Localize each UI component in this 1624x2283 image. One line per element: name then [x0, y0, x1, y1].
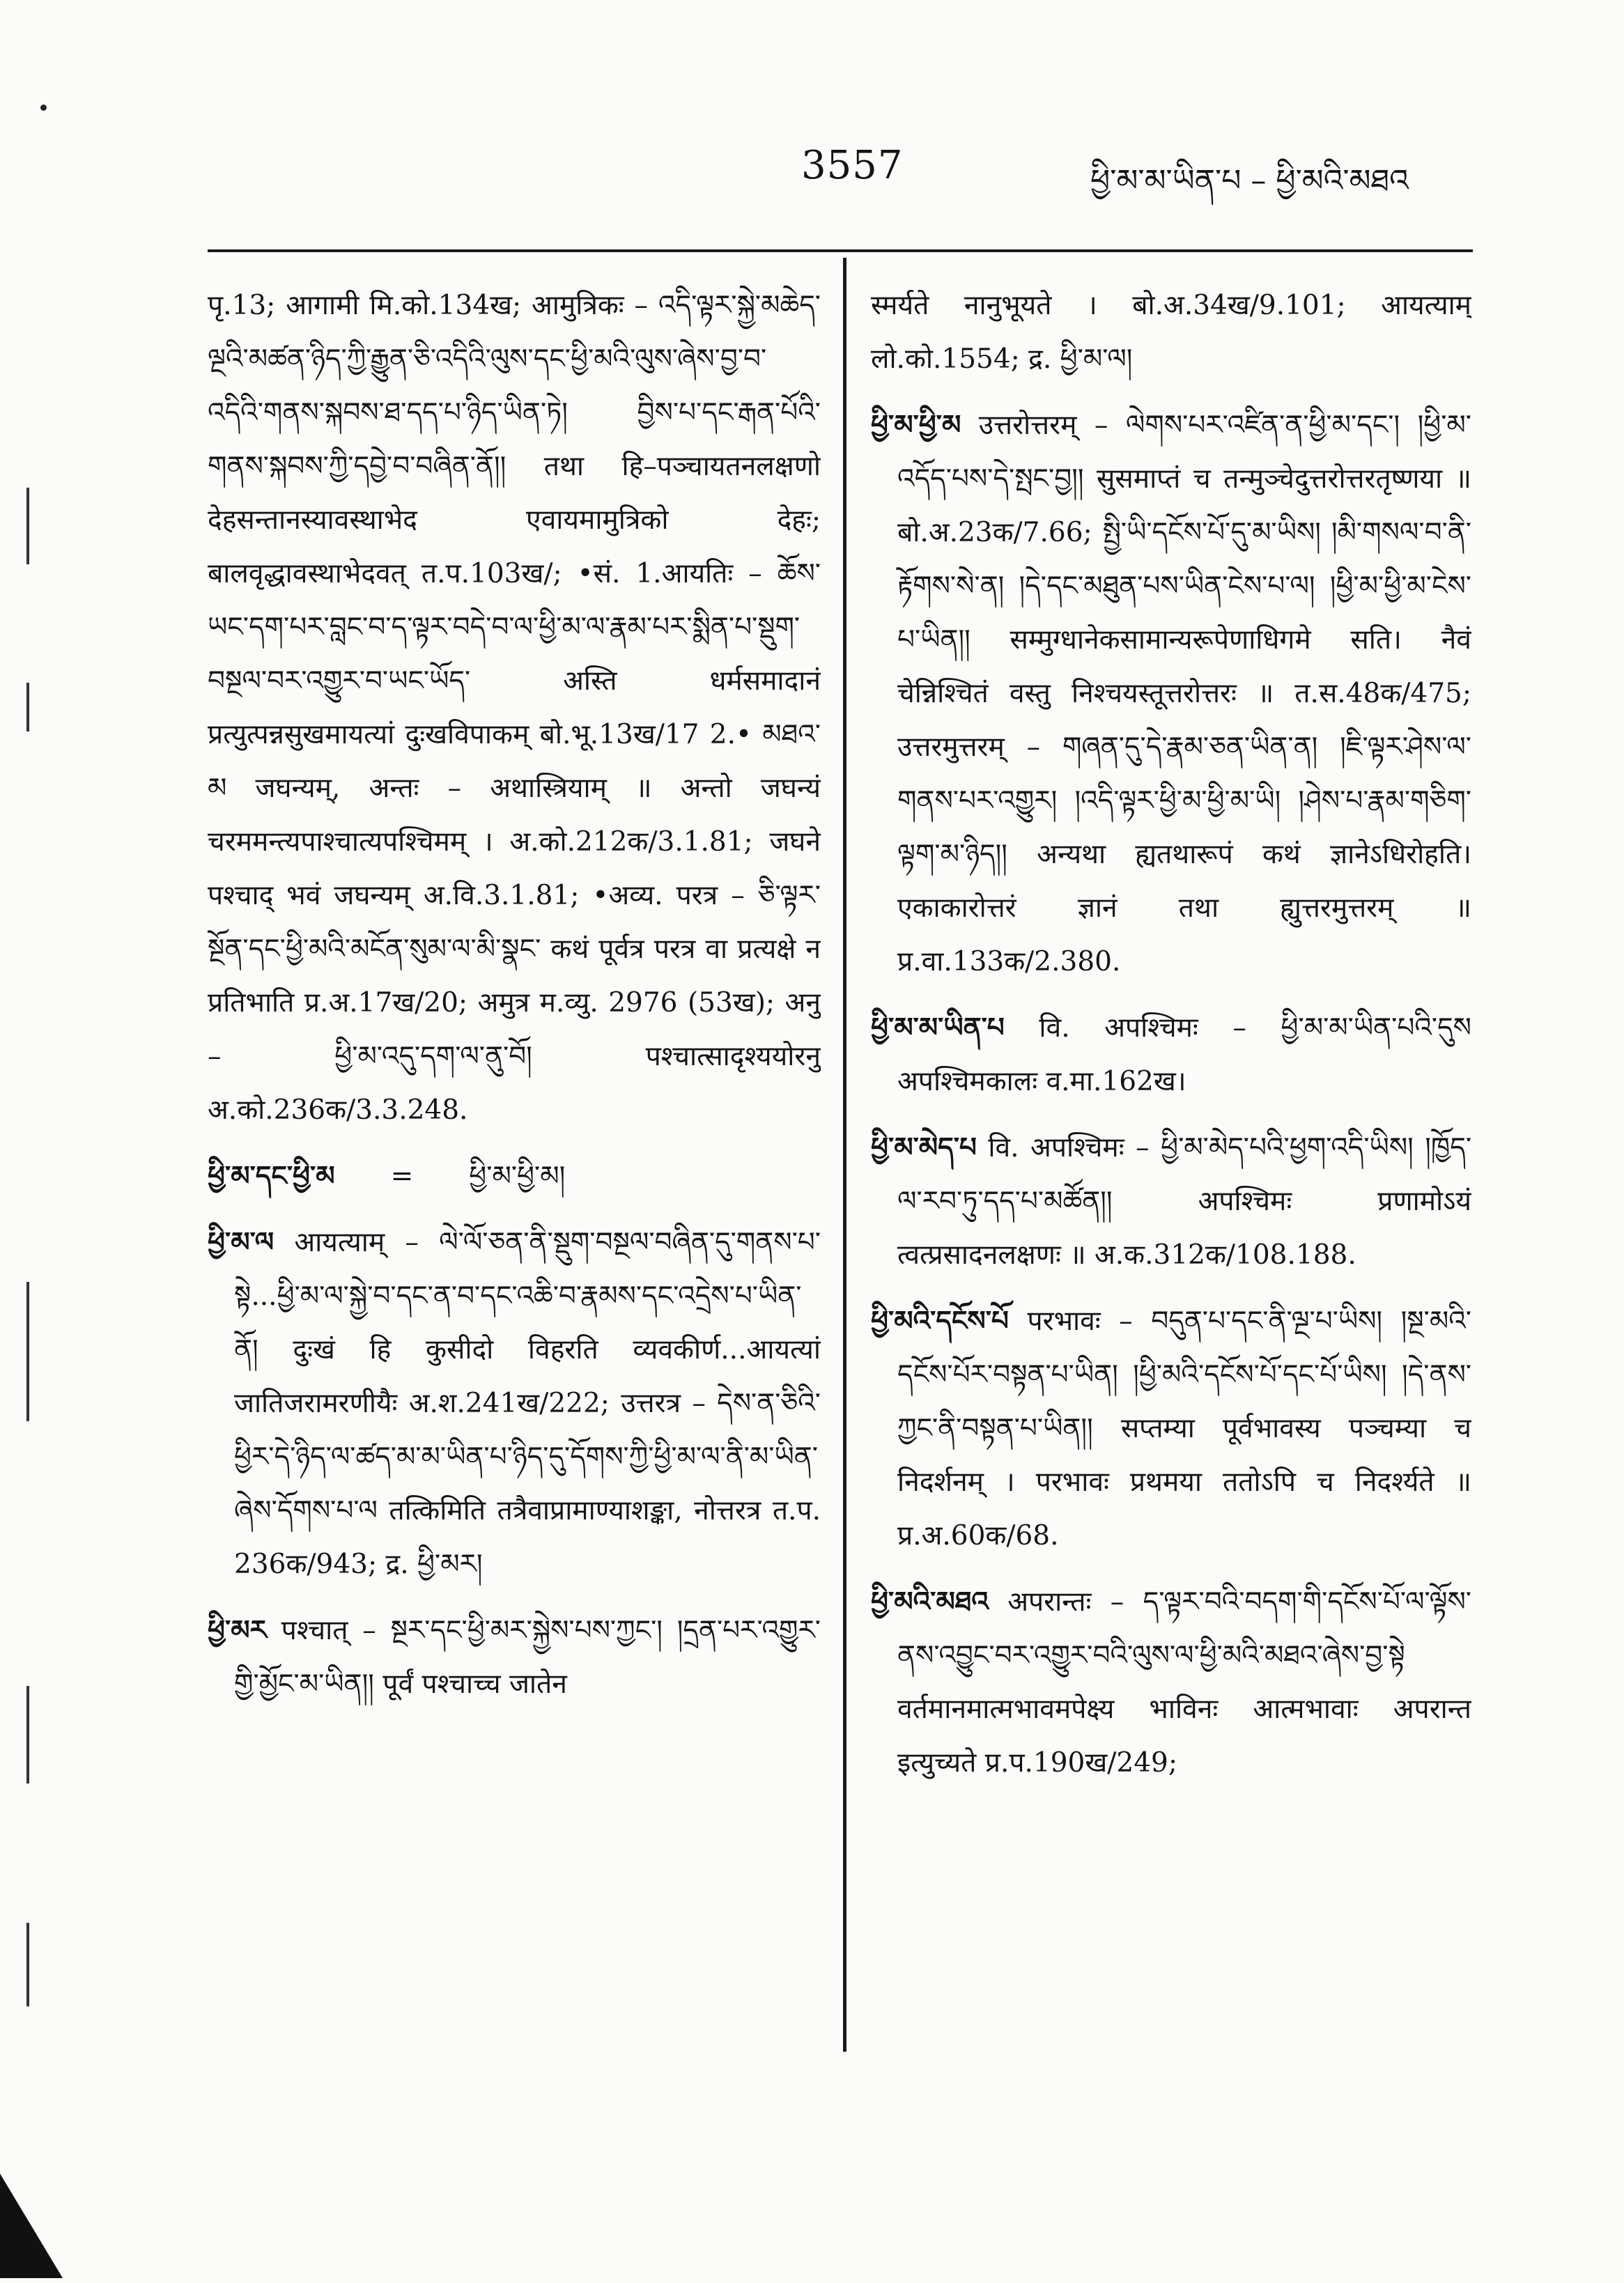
dictionary-entry: [871, 1575, 1471, 1790]
scan-edge-mark: [26, 488, 29, 564]
scan-dot: [40, 105, 47, 111]
entry-headword: ཕྱི་མའི་དངོས་པོ: [871, 1305, 1009, 1337]
entry-text: अपरान्तः – ད་ལྟར་བའི་བདག་གི་དངོས་པོ་ལ་ལྟོས་ནས་འབྱུང་བར་འགྱུར་བའི་ལུས་ལ་ཕྱི་མའི་མཐའ་ཞེས་བྱ་སྟེ वर्तमानमात्मभावमपेक्ष्य भाविनः आत्मभावाः अपरान्त इत्युच्यते प्र.प.190ख/249;: [897, 1586, 1471, 1779]
entry-headword: ཕྱི་མ་མེད་པ: [871, 1131, 977, 1163]
entry-headword: ཕྱི་མ་ཕྱི་མ: [871, 409, 961, 441]
dictionary-entry: [871, 1121, 1471, 1282]
dictionary-entry: [871, 1001, 1471, 1108]
entry-text: वि. अपश्चिमः – ཕྱི་མ་མ་ཡིན་པའི་དུས अपश्चिमकालः व.मा.162ख।: [897, 1012, 1471, 1097]
entry-headword: ཕྱི་མར: [208, 1614, 267, 1646]
entry-text: ཕྱི་མ་ཕྱི་མ།: [469, 1161, 566, 1192]
entry-headword: ཕྱི་མ་ལ: [208, 1226, 274, 1258]
entry-headword: ཕྱི་མའི་མཐའ: [871, 1586, 989, 1618]
entry-text: आयत्याम् – ལེ་ལོ་ཅན་ནི་སྡུག་བསྔལ་བཞིན་དུ་གནས་པ་སྟེ...ཕྱི་མ་ལ་སྐྱེ་བ་དང་ན་བ་དང་འཆི་བ་རྣམས་དང་འདྲེས་པ་ཡིན་ནོ། दुःखं हि कुसीदो विहरति व्यवकीर्ण...आयत्यां जातिजरामरणीयैः अ.श.241ख/222; उत्तरत्र – དེས་ན་ཅིའི་ཕྱིར་དེ་ཉིད་ལ་ཚད་མ་མ་ཡིན་པ་ཉིད་དུ་དོགས་ཀྱི་ཕྱི་མ་ལ་ནི་མ་ཡིན་ཞེས་དོགས་པ་ལ तत्किमिति तत्रैवाप्रामाण्याशङ्का, नोत्तरत्र त.प. 236क/943; द्र. ཕྱི་མར།: [234, 1227, 821, 1580]
entry-text: पृ.13; आगामी मि.को.134ख; आमुत्रिकः – འདི་ལྟར་སྐྱེ་མཆེད་ལྔའི་མཚན་ཉིད་ཀྱི་རྒྱུན་ཅི་འདིའི་ལུས་དང་ཕྱི་མའི་ལུས་ཞེས་བྱ་བ་འདིའི་གནས་སྐབས་ཐ་དད་པ་ཉིད་ཡིན་ཏེ། བྱིས་པ་དང་རྒན་པོའི་གནས་སྐབས་ཀྱི་དབྱེ་བ་བཞིན་ནོ།། तथा हि–पञ्चायतनलक्षणो देहसन्तानस्यावस्थाभेद एवायमामुत्रिको देहः; बालवृद्धावस्थाभेदवत् त.प.103ख/; •सं. 1.आयतिः – ཆོས་ཡང་དག་པར་བླང་བ་ད་ལྟར་བདེ་བ་ལ་ཕྱི་མ་ལ་རྣམ་པར་སྨིན་པ་སྡུག་བསྔལ་བར་འགྱུར་བ་ཡང་ཡོད་ अस्ति धर्मसमादानं प्रत्युत्पन्नसुखमायत्यां दुःखविपाकम् बो.भू.13ख/17 2.• མཐའ་མ जघन्यम्, अन्तः – अथास्त्रियाम् ॥ अन्तो जघन्यं चरममन्त्यपाश्चात्यपश्चिमम् । अ.को.212क/3.1.81; जघने पश्चाद् भवं जघन्यम् अ.वि.3.1.81; •अव्य. परत्र – ཅི་ལྟར་སྔོན་དང་ཕྱི་མའི་མངོན་སུམ་ལ་མི་སྣང་ कथं पूर्वत्र परत्र वा प्रत्यक्षे न प्रतिभाति प्र.अ.17ख/20; अमुत्र म.व्यु. 2976 (53ख); अनु – ཕྱི་མ་འདུ་དག་ལ་ནུ་བོ། पश्चात्सादृश्ययोरनु अ.को.236क/3.3.248.: [208, 290, 821, 1126]
dictionary-entry: [208, 279, 821, 1137]
entry-text: परभावः – བདུན་པ་དང་ནི་ལྔ་པ་ཡིས། །སྔ་མའི་དངོས་པོར་བསྟན་པ་ཡིན། །ཕྱི་མའི་དངོས་པོ་དང་པོ་ཡིས། །དེ་ནས་ཀྱང་ནི་བསྟན་པ་ཡིན།། सप्तम्या पूर्वभावस्य पञ्चम्या च निदर्शनम् । परभावः प्रथमया ततोऽपि च निदर्श्यते ॥ प्र.अ.60क/68.: [897, 1306, 1471, 1551]
dictionary-entry: [871, 279, 1471, 386]
column-divider: [843, 258, 846, 2052]
scan-corner-smudge: [0, 2174, 63, 2278]
scan-edge-mark: [26, 1923, 29, 2006]
scan-edge-mark: [26, 1686, 29, 1783]
left-column: [208, 279, 821, 2034]
dictionary-entry: [208, 1604, 821, 1711]
page-number: 3557: [801, 143, 904, 188]
entry-text: वि. अपश्चिमः – ཕྱི་མ་མེད་པའི་ཕྱག་འདི་ཡིས། །ཁྱོད་ལ་རབ་ཏུ་དད་པ་མཚོན།། अपश्चिमः प्रणामोऽयं त्वत्प्रसादनलक्षणः ॥ अ.क.312क/108.188.: [897, 1132, 1471, 1271]
dictionary-entry: [208, 1216, 821, 1591]
equals-sign: =: [390, 1161, 414, 1192]
dictionary-entry: [208, 1150, 821, 1203]
entry-text: पश्चात् – སྔར་དང་ཕྱི་མར་སྐྱེས་པས་ཀྱང་། །དྲན་པར་འགྱུར་གྱི་མྱོང་མ་ཡིན།། पूर्वं पश्चाच्च जातेन: [234, 1615, 821, 1700]
dictionary-entry: [871, 398, 1471, 989]
entry-headword: ཕྱི་མ་མ་ཡིན་པ: [871, 1012, 1005, 1044]
right-column: [871, 279, 1471, 2062]
entry-text: स्मर्यते नानुभूयते । बो.अ.34ख/9.101; आयत्याम् लो.को.1554; द्र. ཕྱི་མ་ལ།: [871, 290, 1471, 375]
entry-text: उत्तरोत्तरम् – ལེགས་པར་འཛིན་ན་ཕྱི་མ་དང་། །ཕྱི་མ་འདོད་པས་དེ་སྤང་བྱ།། सुसमाप्तं च तन्मुञ्चेदुत्तरोत्तरतृष्णया ॥ बो.अ.23क/7.66; སྤྱི་ཡི་དངོས་པོ་དུ་མ་ཡིས། །མི་གསལ་བ་ནི་རྟོགས་སེ་ན། །དེ་དང་མཐུན་པས་ཡིན་ངེས་པ་ལ། །ཕྱི་མ་ཕྱི་མ་ངེས་པ་ཡིན།། सम्मुग्धानेकसामान्यरूपेणाधिगमे सति। नैवं चेन्निश्चितं वस्तु निश्चयस्तूत्तरोत्तरः ॥ त.स.48क/475; उत्तरमुत्तरम् – གཞན་དུ་དེ་རྣམ་ཅན་ཡིན་ན། །ཇི་ལྟར་ཤེས་ལ་གནས་པར་འགྱུར། །འདི་ལྟར་ཕྱི་མ་ཕྱི་མ་ཡི། །ཤེས་པ་རྣམ་གཅིག་ལྟག་མ་ཉིད།། अन्यथा ह्यतथारूपं कथं ज्ञानेऽधिरोहति। एकाकारोत्तरं ज्ञानं तथा ह्युत्तरमुत्तरम् ॥ प्र.वा.133क/2.380.: [897, 410, 1471, 977]
entry-headword: ཕྱི་མ་དང་ཕྱི་མ: [208, 1160, 335, 1192]
header-rule: [208, 249, 1473, 252]
scan-edge-mark: [26, 1282, 29, 1421]
running-head: ཕྱི་མ་མ་ཡིན་པ – ཕྱི་མའི་མཐའ: [1090, 163, 1409, 199]
dictionary-entry: [871, 1294, 1471, 1563]
scan-edge-mark: [26, 683, 29, 732]
